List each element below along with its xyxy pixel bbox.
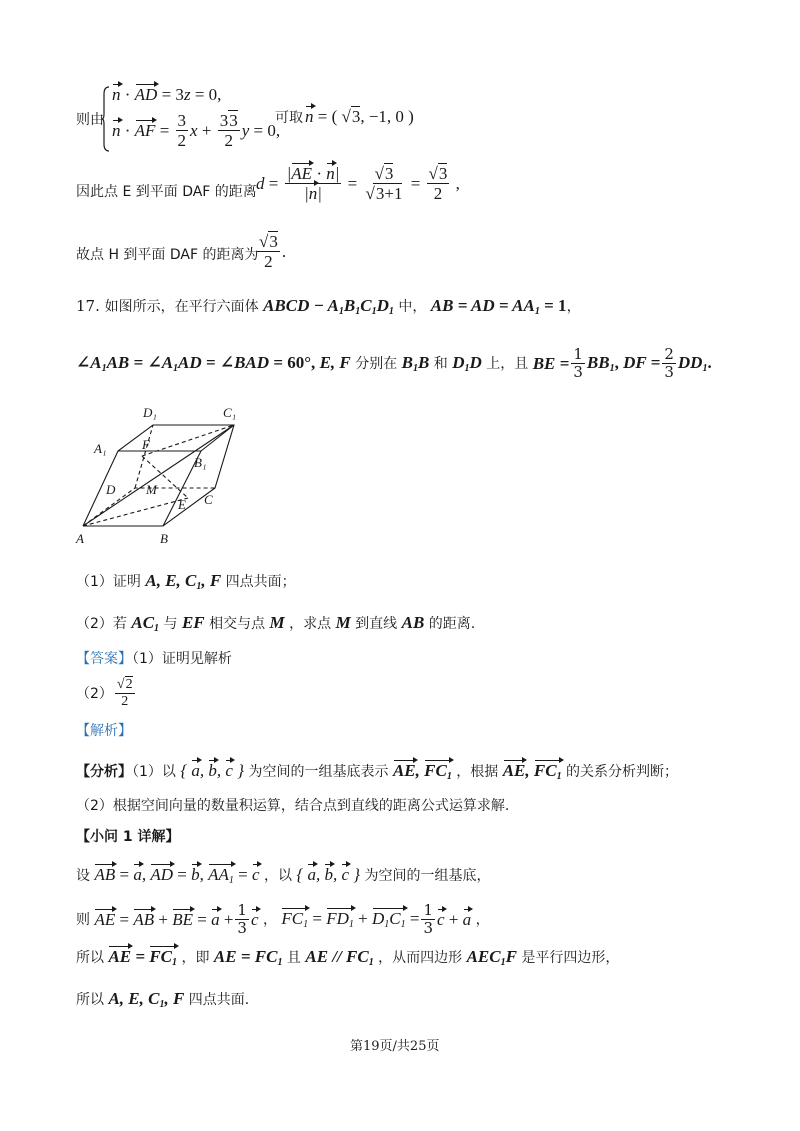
page-number: 第19页/共25页 (350, 1039, 440, 1054)
brace-symbol (102, 86, 110, 152)
h-distance-value: $\frac{√3}{2}$ . (259, 232, 287, 271)
can-take-label: 可取 (275, 110, 303, 126)
label-m: M (146, 482, 157, 497)
solution-line-1: 设 AB = a, AD = b, $AA_1 = c$ ，以 { a, b, c } 为空间的一组基底， (76, 865, 491, 886)
question-2: （2）若 $AC_1$ 与 EF 相交与点 M ，求点 M 到直线 AB 的距离. (76, 613, 476, 634)
label-c: C (204, 492, 213, 507)
equation-2: n · AF = $\frac{3}{2}$ x + $\frac{33}{2}$ y = 0, (112, 111, 281, 150)
solution-line-3: 所以 AE = $FC_1$ ，即 AE = $FC_1$ 且 AE // $FC_1$ ，从而四边形 $AEC_1F$ 是平行四边形， (76, 947, 620, 968)
distance-formula: d = $\frac{|AE \cdot n|}{|n|}$ = $\frac{√3}{√3+1}$ = $\frac{√3}{2}$ , (256, 164, 460, 203)
analysis-tag: 【解析】 (76, 723, 132, 739)
answer-line-2: （2） $\frac{√2}{2}$ (76, 677, 133, 709)
label-f: F (142, 437, 150, 452)
label-d1: D₁ (143, 405, 157, 420)
label-d: D (106, 482, 116, 497)
label-b1: B₁ (194, 455, 207, 470)
then-by-label: 则由 (76, 112, 104, 128)
problem-stem-line2: $\angle A_1AB$ = $\angle A_1AD$ = ∠BAD = 60°, E, F 分别在 $B_1B$ 和 $D_1D$ 上，且 BE = $\frac{1}{3}$ $BB_1$, DF = $\frac{2}{3}$ $DD_1$. (76, 345, 712, 381)
label-a1: A₁ (94, 441, 107, 456)
label-c1: C₁ (223, 405, 237, 420)
question-1: （1）证明 A, E, $C_1$, F 四点共面； (76, 571, 296, 592)
n-value: n = ( √3, −1, 0 ) (305, 107, 414, 126)
so-h-label: 故点 H 到平面 DAF 的距离为 (76, 247, 259, 263)
equation-1: n · AD = 3z = 0, (112, 85, 222, 104)
parallelepiped-figure (70, 400, 250, 550)
problem-stem-line1: 17. 如图所示，在平行六面体 ABCD − $A_1B_1C_1D_1$ 中， AB = AD = $AA_1 = 1$， (76, 296, 581, 317)
answer-line-1: 【答案】（1）证明见解析 (76, 651, 232, 667)
sub1-tag: 【小问 1 详解】 (76, 829, 180, 845)
solution-line-2: 则 AE = AB + BE = a + $\frac{1}{3}$ c ， $FC_1 = FD_1 + D_1C_1$ = $\frac{1}{3}$ c + a ， (76, 901, 490, 937)
label-b: B (160, 531, 168, 546)
fenxi-line-2: （2）根据空间向量的数量积运算，结合点到直线的距离公式运算求解. (76, 798, 510, 814)
label-e: E (178, 497, 186, 512)
fenxi-line-1: 【分析】（1）以 { a, b, c } 为空间的一组基底表示 AE, $FC_1$ ，根据 AE, $FC_1$ 的关系分析判断； (76, 761, 679, 782)
hence-e-label: 因此点 E 到平面 DAF 的距离 (76, 184, 257, 200)
solution-line-4: 所以 A, E, $C_1$, F 四点共面. (76, 989, 250, 1010)
label-a: A (76, 531, 84, 546)
